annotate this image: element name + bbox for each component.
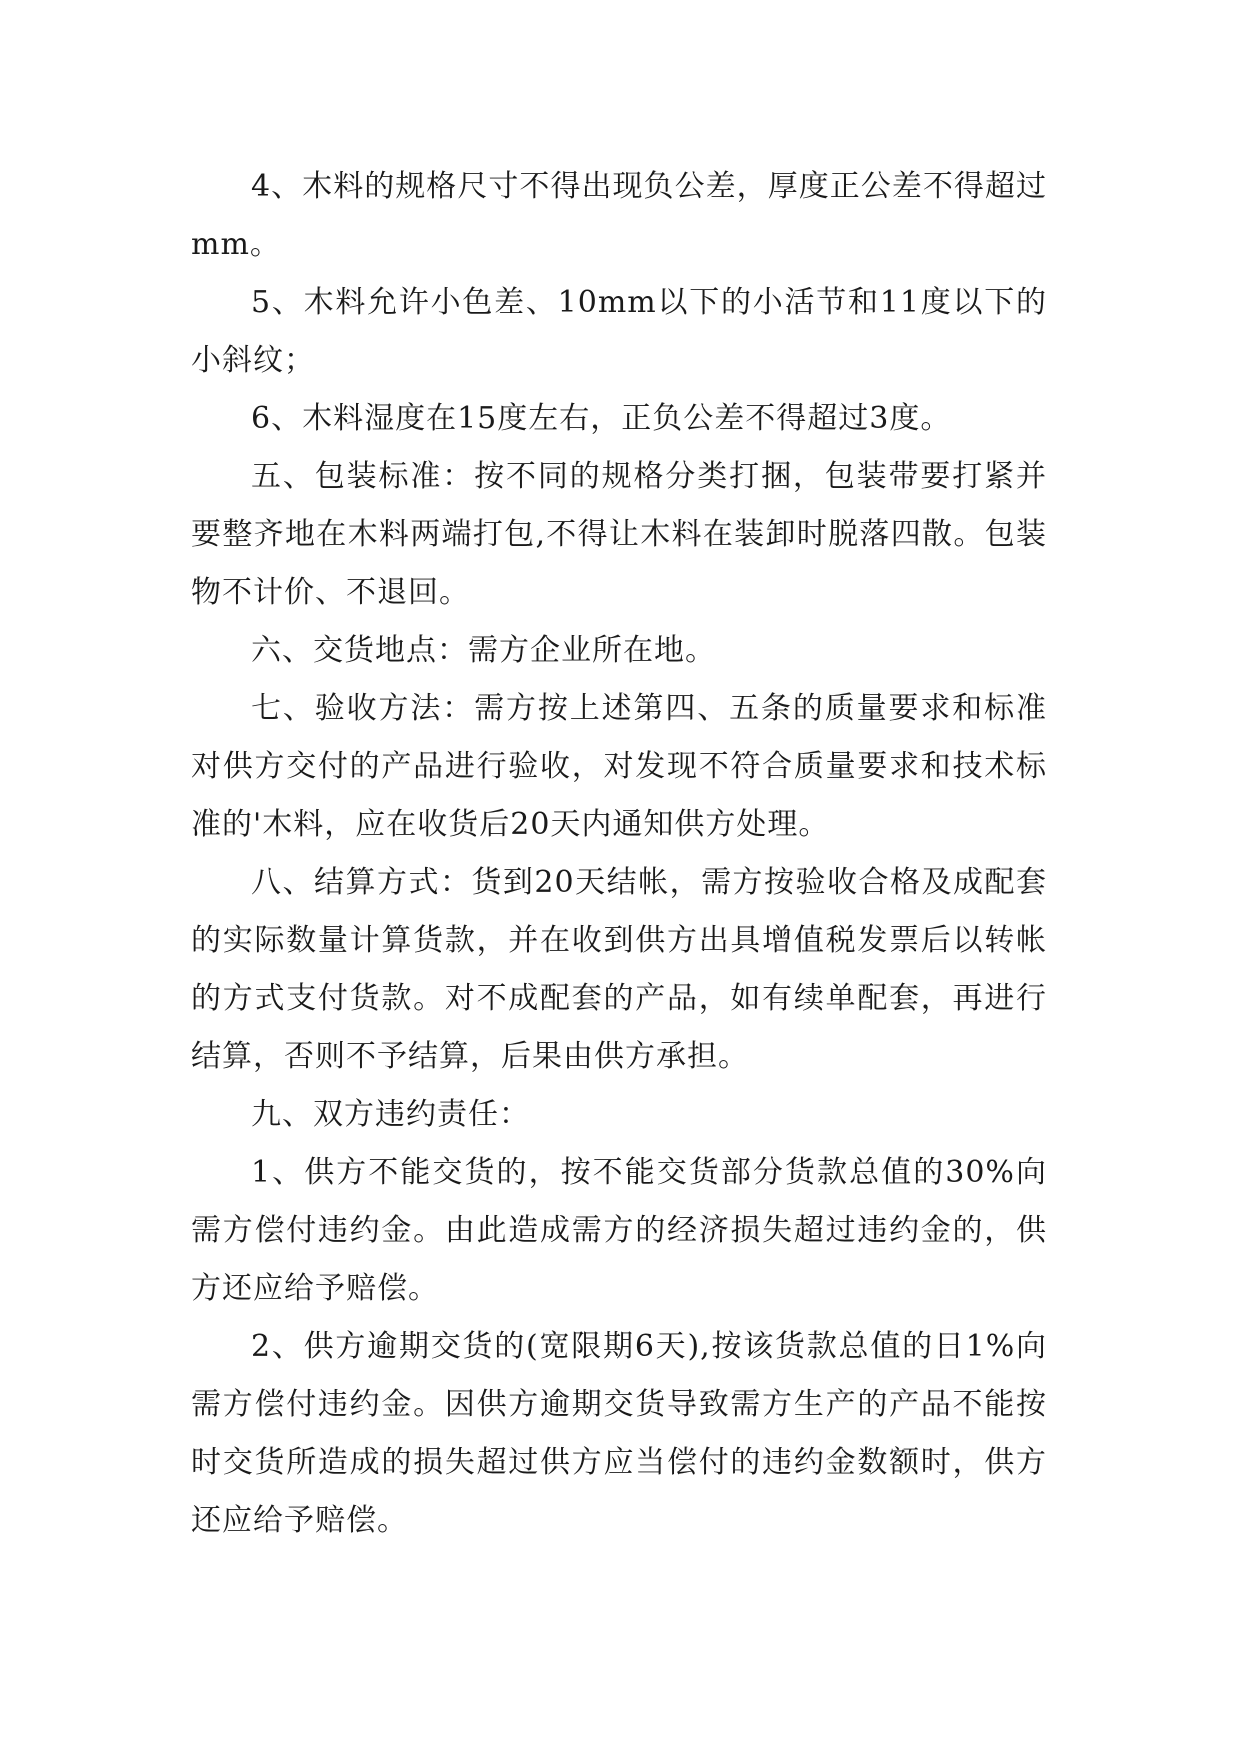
clause-4-wood-size-tolerance: 4、木料的规格尺寸不得出现负公差，厚度正公差不得超过mm。 bbox=[191, 169, 1047, 262]
section-5-packaging-standard: 五、包装标准：按不同的规格分类打捆，包装带要打紧并要整齐地在木料两端打包,不得让木料在装卸时脱落四散。包装物不计价、不退回。 bbox=[191, 459, 1047, 610]
section-6-delivery-location: 六、交货地点：需方企业所在地。 bbox=[251, 633, 716, 668]
section-7-inspection-method: 七、验收方法：需方按上述第四、五条的质量要求和标准对供方交付的产品进行验收，对发现不符合质量要求和技术标准的'木料，应在收货后20天内通知供方处理。 bbox=[191, 691, 1047, 842]
clause-6-wood-moisture: 6、木料湿度在15度左右，正负公差不得超过3度。 bbox=[251, 401, 952, 436]
liability-clause-1: 1、供方不能交货的，按不能交货部分货款总值的30%向需方偿付违约金。由此造成需方的经济损失超过违约金的，供方还应给予赔偿。 bbox=[191, 1155, 1047, 1306]
clause-5-wood-defects-allowed: 5、木料允许小色差、10mm以下的小活节和11度以下的小斜纹； bbox=[191, 285, 1047, 378]
liability-clause-2: 2、供方逾期交货的(宽限期6天),按该货款总值的日1%向需方偿付违约金。因供方逾期交货导致需方生产的产品不能按时交货所造成的损失超过供方应当偿付的违约金数额时，供方还应给予赔偿。 bbox=[191, 1329, 1047, 1538]
document-body bbox=[191, 158, 1047, 1550]
section-9-liability-heading: 九、双方违约责任： bbox=[251, 1097, 530, 1132]
section-8-settlement-method: 八、结算方式：货到20天结帐，需方按验收合格及成配套的实际数量计算货款，并在收到供方出具增值税发票后以转帐的方式支付货款。对不成配套的产品，如有续单配套，再进行结算，否则不予结算，后果由供方承担。 bbox=[191, 865, 1047, 1074]
